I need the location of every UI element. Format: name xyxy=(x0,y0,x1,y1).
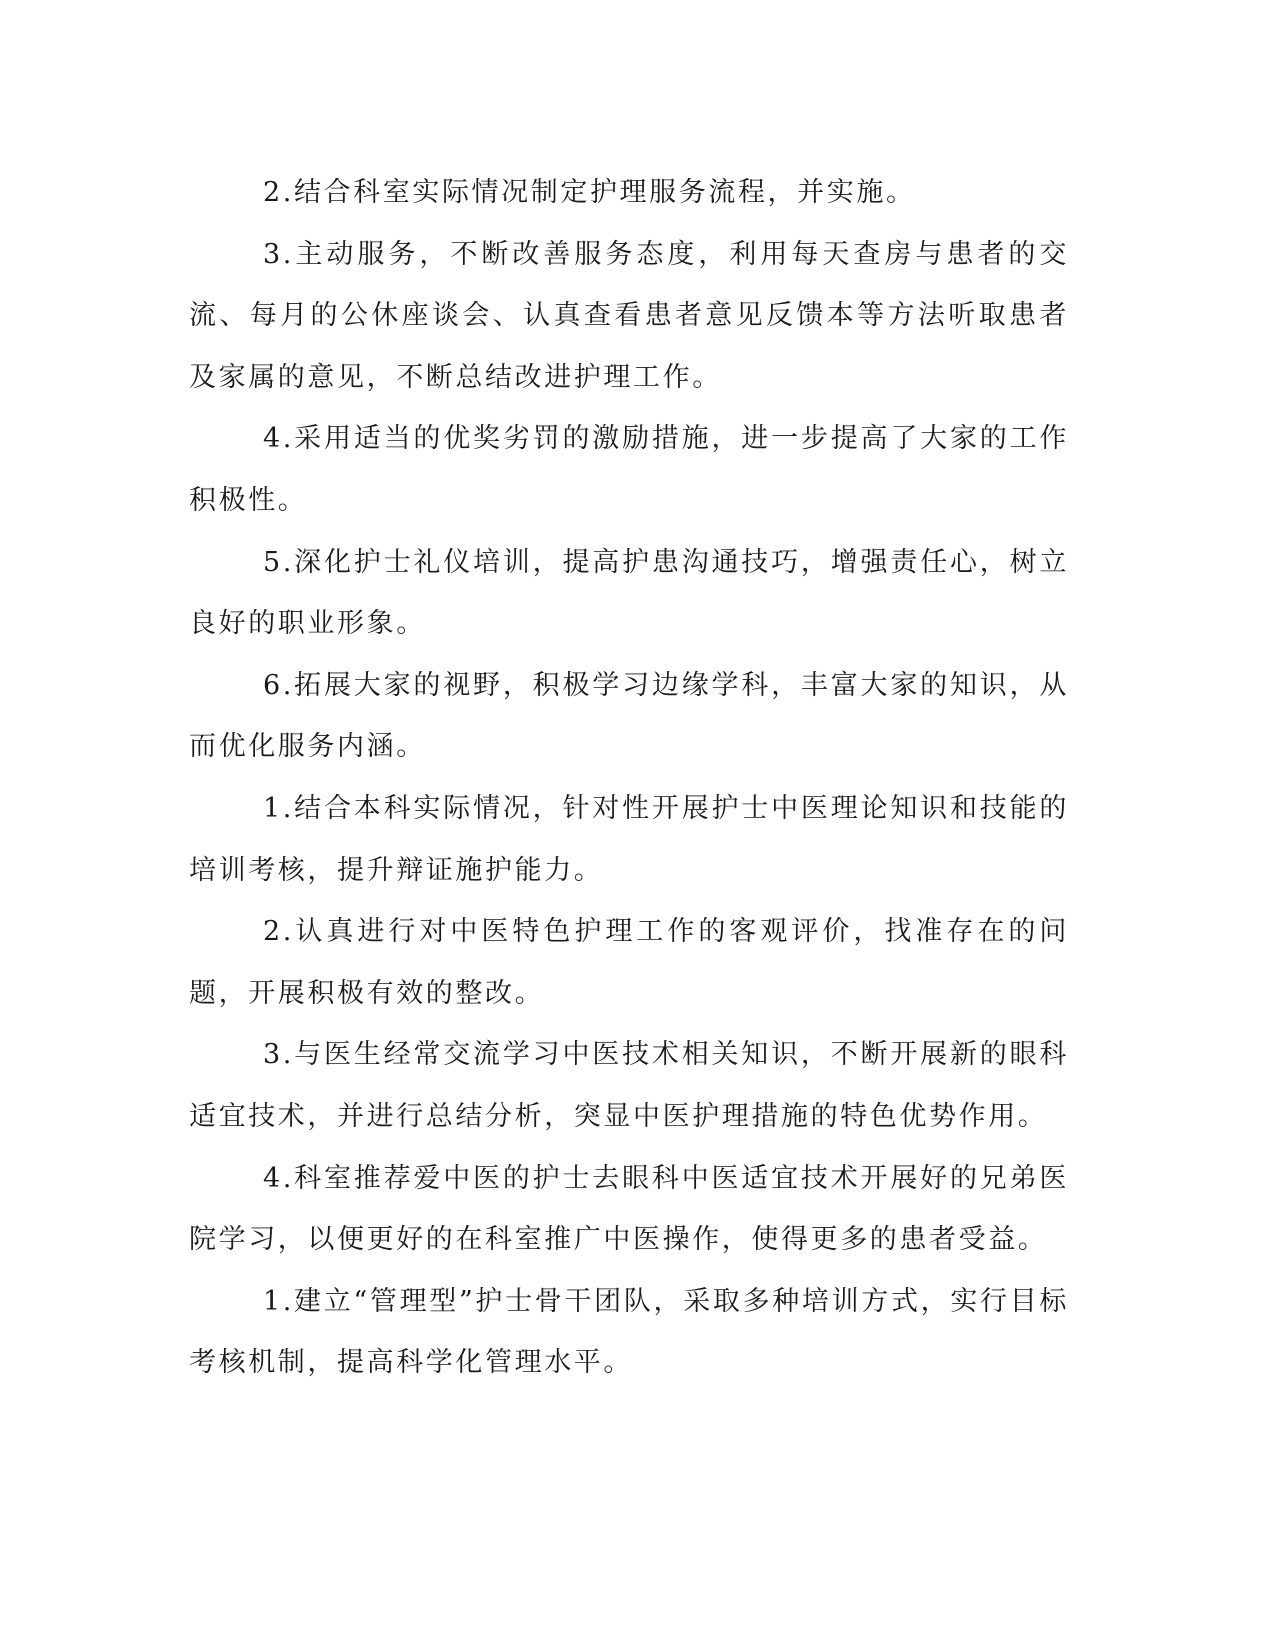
paragraph: 1.结合本科实际情况，针对性开展护士中医理论知识和技能的培训考核，提升辩证施护能力。 xyxy=(189,792,1069,886)
paragraph: 6.拓展大家的视野，积极学习边缘学科，丰富大家的知识，从而优化服务内涵。 xyxy=(189,669,1069,763)
paragraph: 5.深化护士礼仪培训，提高护患沟通技巧，增强责任心，树立良好的职业形象。 xyxy=(189,546,1069,640)
paragraph: 4.采用适当的优奖劣罚的激励措施，进一步提高了大家的工作积极性。 xyxy=(189,423,1069,516)
paragraph: 2.结合科室实际情况制定护理服务流程，并实施。 xyxy=(263,177,916,208)
document-body xyxy=(189,162,1069,1394)
paragraph: 2.认真进行对中医特色护理工作的客观评价，找准存在的问题，开展积极有效的整改。 xyxy=(189,916,1069,1009)
paragraph: 3.主动服务，不断改善服务态度，利用每天查房与患者的交流、每月的公休座谈会、认真查看患者意见反馈本等方法听取患者及家属的意见，不断总结改进护理工作。 xyxy=(189,238,1069,393)
paragraph: 1.建立“管理型”护士骨干团队，采取多种培训方式，实行目标考核机制，提高科学化管理水平。 xyxy=(189,1285,1069,1379)
paragraph: 3.与医生经常交流学习中医技术相关知识，不断开展新的眼科适宜技术，并进行总结分析，突显中医护理措施的特色优势作用。 xyxy=(189,1039,1069,1132)
paragraph: 4.科室推荐爱中医的护士去眼科中医适宜技术开展好的兄弟医院学习，以便更好的在科室推广中医操作，使得更多的患者受益。 xyxy=(189,1162,1069,1256)
